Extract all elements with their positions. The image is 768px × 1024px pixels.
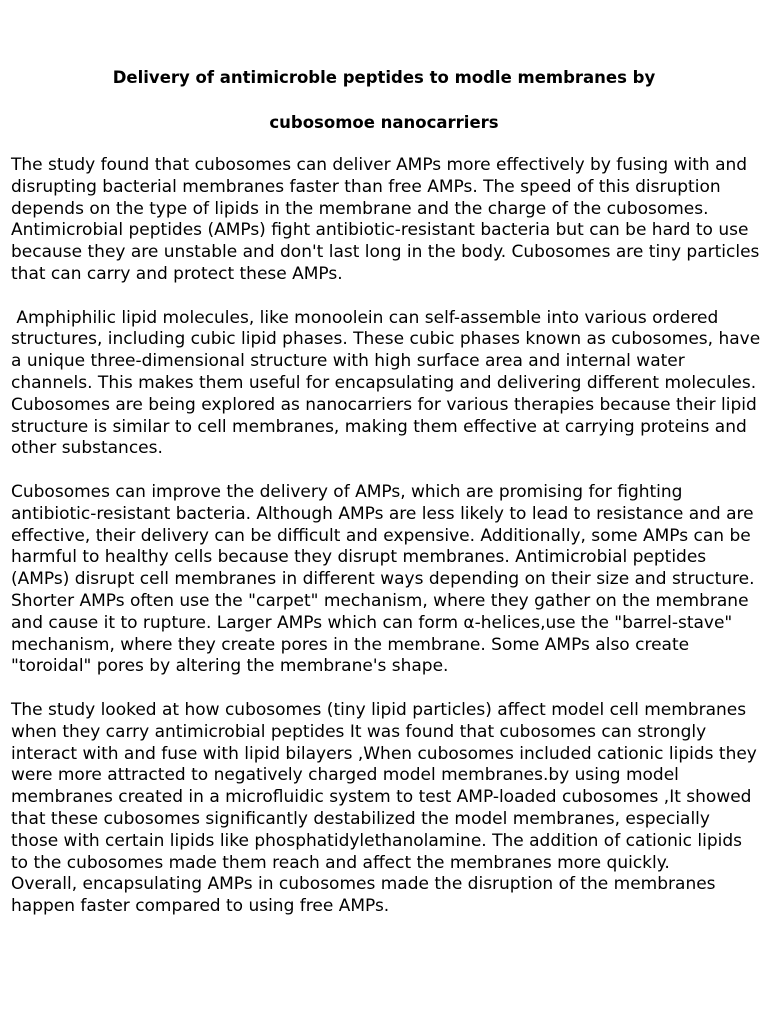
document-body [11,155,766,918]
document-title-line-1: Delivery of antimicroble peptides to modle membranes by [112,68,656,87]
paragraph-summary: The study found that cubosomes can deliver AMPs more effectively by fusing with and disrupting bacterial membranes faster than free AMPs. The speed of this disruption depends on the type of lipids in the membrane and the charge of the cubosomes. Antimicrobial peptides (AMPs) fight antibiotic-resistant bacteria but can be hard to use because they are unstable and don't last long in the body. Cubosomes are tiny particles that can carry and protect these AMPs. [11,155,765,284]
paragraph-cubosome-structure: Amphiphilic lipid molecules, like monoolein can self-assemble into various ordered structures, including cubic lipid phases. These cubic phases known as cubosomes, have a unique three-dimensional structure with high surface area and internal water channels. This makes them useful for encapsulating and delivering different molecules. Cubosomes are being explored as nanocarriers for various therapies because their lipid structure is similar to cell membranes, making them effective at carrying proteins and other substances. [11,307,766,459]
document-title-line-2: cubosomoe nanocarriers [269,113,499,132]
paragraph-amp-delivery: Cubosomes can improve the delivery of AMPs, which are promising for fighting antibiotic-resistant bacteria. Although AMPs are less likely to lead to resistance and are effective, their delivery can be difficult and expensive. Additionally, some AMPs can be harmful to healthy cells because they disrupt membranes. Antimicrobial peptides (AMPs) disrupt cell membranes in different ways depending on their size and structure. Shorter AMPs often use the "carpet" mechanism, where they gather on the membrane and cause it to rupture. Larger AMPs which can form α-helices,use the "barrel-stave" mechanism, where they create pores in the membrane. Some AMPs also create "toroidal" pores by altering the membrane's shape. [11,481,760,677]
paragraph-study-findings: The study looked at how cubosomes (tiny lipid particles) affect model cell membranes when they carry antimicrobial peptides It was found that cubosomes can strongly interact with and fuse with lipid bilayers ,When cubosomes included cationic lipids they were more attracted to negatively charged model membranes.by using model membranes created in a microfluidic system to test AMP-loaded cubosomes ,It showed that these cubosomes significantly destabilized the model membranes, especially those with certain lipids like phosphatidylethanolamine. The addition of cationic lipids to the cubosomes made them reach and affect the membranes more quickly. [11,699,763,873]
paragraph-conclusion: Overall, encapsulating AMPs in cubosomes made the disruption of the membranes happen faster compared to using free AMPs. [11,874,721,917]
